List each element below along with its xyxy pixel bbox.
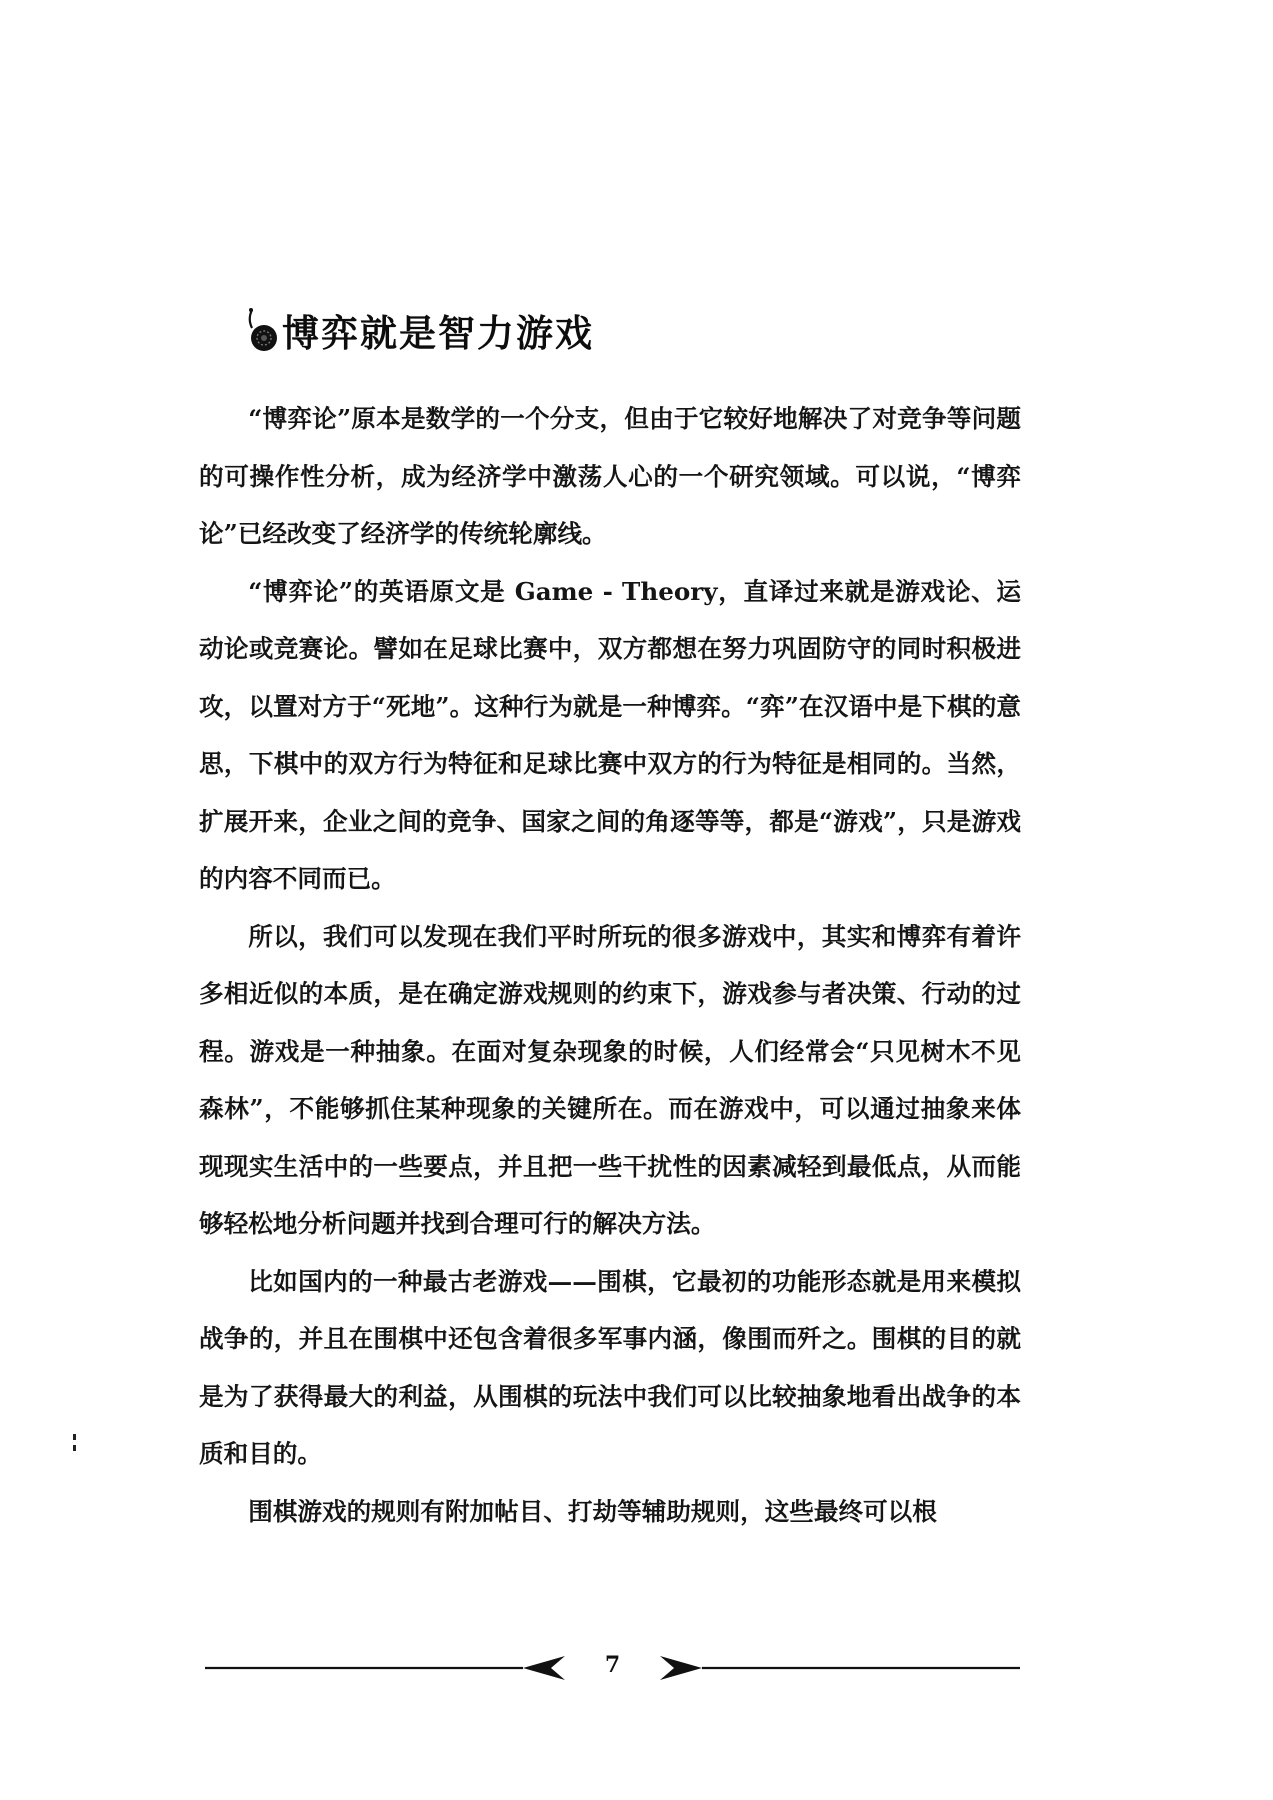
margin-dots (72, 1432, 78, 1460)
paragraph: 所以，我们可以发现在我们平时所玩的很多游戏中，其实和博弈有着许多相近似的本质，是在确定游戏规则的约束下，游戏参与者决策、行动的过程。游戏是一种抽象。在面对复杂现象的时候，人们经常会“只见树木不见森林”，不能够抓住某种现象的关键所在。而在游戏中，可以通过抽象来体现现实生活中的一些要点，并且把一些干扰性的因素减轻到最低点，从而能够轻松地分析问题并找到合理可行的解决方法。 (199, 921, 1021, 1238)
paragraph: 围棋游戏的规则有附加帖目、打劫等辅助规则，这些最终可以根 (248, 1496, 937, 1526)
ornament-bullet-icon (246, 306, 280, 354)
page-number: 7 (604, 1652, 621, 1678)
paragraph: “博弈论”的英语原文是 Game - Theory，直译过来就是游戏论、运动论或竞赛论。譬如在足球比赛中，双方都想在努力巩固防守的同时积极进攻，以置对方于“死地”。这种行为就是一种博弈。“弈”在汉语中是下棋的意思，下棋中的双方行为特征和足球比赛中双方的行为特征是相同的。当然，扩展开来，企业之间的竞争、国家之间的角逐等等，都是“游戏”，只是游戏的内容不同而已。 (199, 576, 1021, 893)
page-footer (205, 1648, 1020, 1688)
paragraph: “博弈论”原本是数学的一个分支，但由于它较好地解决了对竞争等问题的可操作性分析，成为经济学中激荡人心的一个研究领域。可以说，“博弈论”已经改变了经济学的传统轮廓线。 (199, 404, 1021, 548)
paragraph: 比如国内的一种最古老游戏——围棋，它最初的功能形态就是用来模拟战争的，并且在围棋中还包含着很多军事内涵，像围而歼之。围棋的目的就是为了获得最大的利益，从围棋的玩法中我们可以比较抽象地看出战争的本质和目的。 (199, 1266, 1021, 1468)
section-title: 博弈就是智力游戏 (282, 312, 594, 355)
body-text (199, 390, 1021, 1540)
section-heading (246, 300, 594, 360)
